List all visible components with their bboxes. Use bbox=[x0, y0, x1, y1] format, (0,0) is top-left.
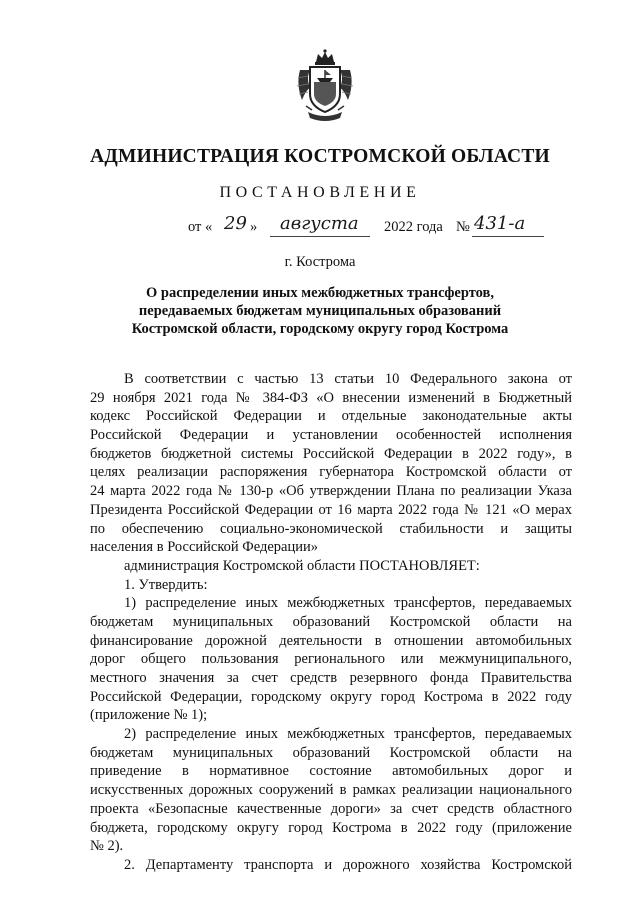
body-line: по обеспечению социально-экономической стабильности и защиты bbox=[90, 520, 572, 537]
body-line: 2. Департаменту транспорта и дорожного хозяйства Костромской bbox=[124, 856, 572, 873]
document-number-handwritten: 431-а bbox=[474, 213, 526, 234]
date-quote-close: » bbox=[250, 219, 258, 235]
date-prefix: от « bbox=[188, 219, 213, 235]
date-number-line bbox=[188, 213, 568, 241]
document-body bbox=[90, 370, 572, 875]
body-line: Российской Федерации, городскому округу город Кострома в 2022 году bbox=[90, 688, 572, 705]
document-title bbox=[70, 284, 570, 338]
city-line: г. Кострома bbox=[284, 254, 356, 270]
coat-of-arms-emblem bbox=[294, 48, 356, 124]
body-line: 29 ноября 2021 года № 384-ФЗ «О внесении изменений в Бюджетный bbox=[90, 389, 572, 406]
body-line: 1) распределение иных межбюджетных трансфертов, передаваемых bbox=[124, 595, 572, 612]
body-line: бюджетов бюджетной системы Российской Федерации в 2022 году», в bbox=[90, 445, 572, 462]
document-type: ПОСТАНОВЛЕНИЕ bbox=[219, 184, 421, 201]
body-line: бюджетам муниципальных образований Костромской области на bbox=[90, 613, 572, 630]
body-line: В соответствии с частью 13 статьи 10 Федерального закона от bbox=[124, 371, 572, 387]
body-line: бюджета, городскому округу город Кострома в 2022 году (приложение bbox=[90, 819, 572, 836]
body-line: приведение в нормативное состояние автомобильных дорог и bbox=[90, 763, 572, 780]
title-line: передаваемых бюджетам муниципальных образований bbox=[138, 303, 502, 319]
body-line: администрация Костромской области ПОСТАНОВЛЯЕТ: bbox=[124, 557, 480, 574]
body-line: 24 марта 2022 года № 130-р «Об утверждении Плана по реализации Указа bbox=[90, 483, 572, 500]
organization-title: АДМИНИСТРАЦИЯ КОСТРОМСКОЙ ОБЛАСТИ bbox=[90, 146, 550, 167]
body-line: 2) распределение иных межбюджетных трансфертов, передаваемых bbox=[124, 726, 572, 743]
body-line: целях реализации распоряжения губернатора Костромской области от bbox=[90, 464, 572, 481]
body-line: местного значения за счет средств резервного фонда Правительства bbox=[90, 670, 572, 686]
number-underline bbox=[472, 236, 544, 237]
body-line: 1. Утвердить: bbox=[124, 576, 208, 593]
body-line: Российской Федерации и установлении особенностей исполнения bbox=[90, 427, 572, 444]
body-line: Президента Российской Федерации от 16 марта 2022 года № 121 «О мерах bbox=[90, 501, 572, 518]
body-line: населения в Российской Федерации» bbox=[90, 539, 319, 556]
title-line: Костромской области, городскому округу город Кострома bbox=[131, 321, 509, 337]
date-day-handwritten: 29 bbox=[224, 213, 247, 234]
body-line: финансирование дорожной деятельности в отношении автомобильных bbox=[90, 632, 572, 649]
body-line: искусственных дорожных сооружений в рамках реализации национального bbox=[90, 782, 572, 799]
body-line: (приложение № 1); bbox=[90, 707, 208, 724]
number-label: № bbox=[456, 219, 470, 235]
body-line: кодекс Российской Федерации и отдельные законодательные акты bbox=[90, 408, 572, 425]
month-underline bbox=[270, 236, 370, 237]
date-year: 2022 года bbox=[384, 219, 443, 235]
body-line: проекта «Безопасные качественные дороги» за счет средств областного bbox=[90, 800, 572, 817]
date-month-handwritten: августа bbox=[280, 213, 359, 234]
title-line: О распределении иных межбюджетных трансфертов, bbox=[146, 285, 494, 301]
body-line: бюджетам муниципальных образований Костромской области на bbox=[90, 744, 572, 761]
body-line: дорог общего пользования регионального или межмуниципального, bbox=[90, 651, 572, 668]
body-line: № 2). bbox=[90, 838, 124, 855]
